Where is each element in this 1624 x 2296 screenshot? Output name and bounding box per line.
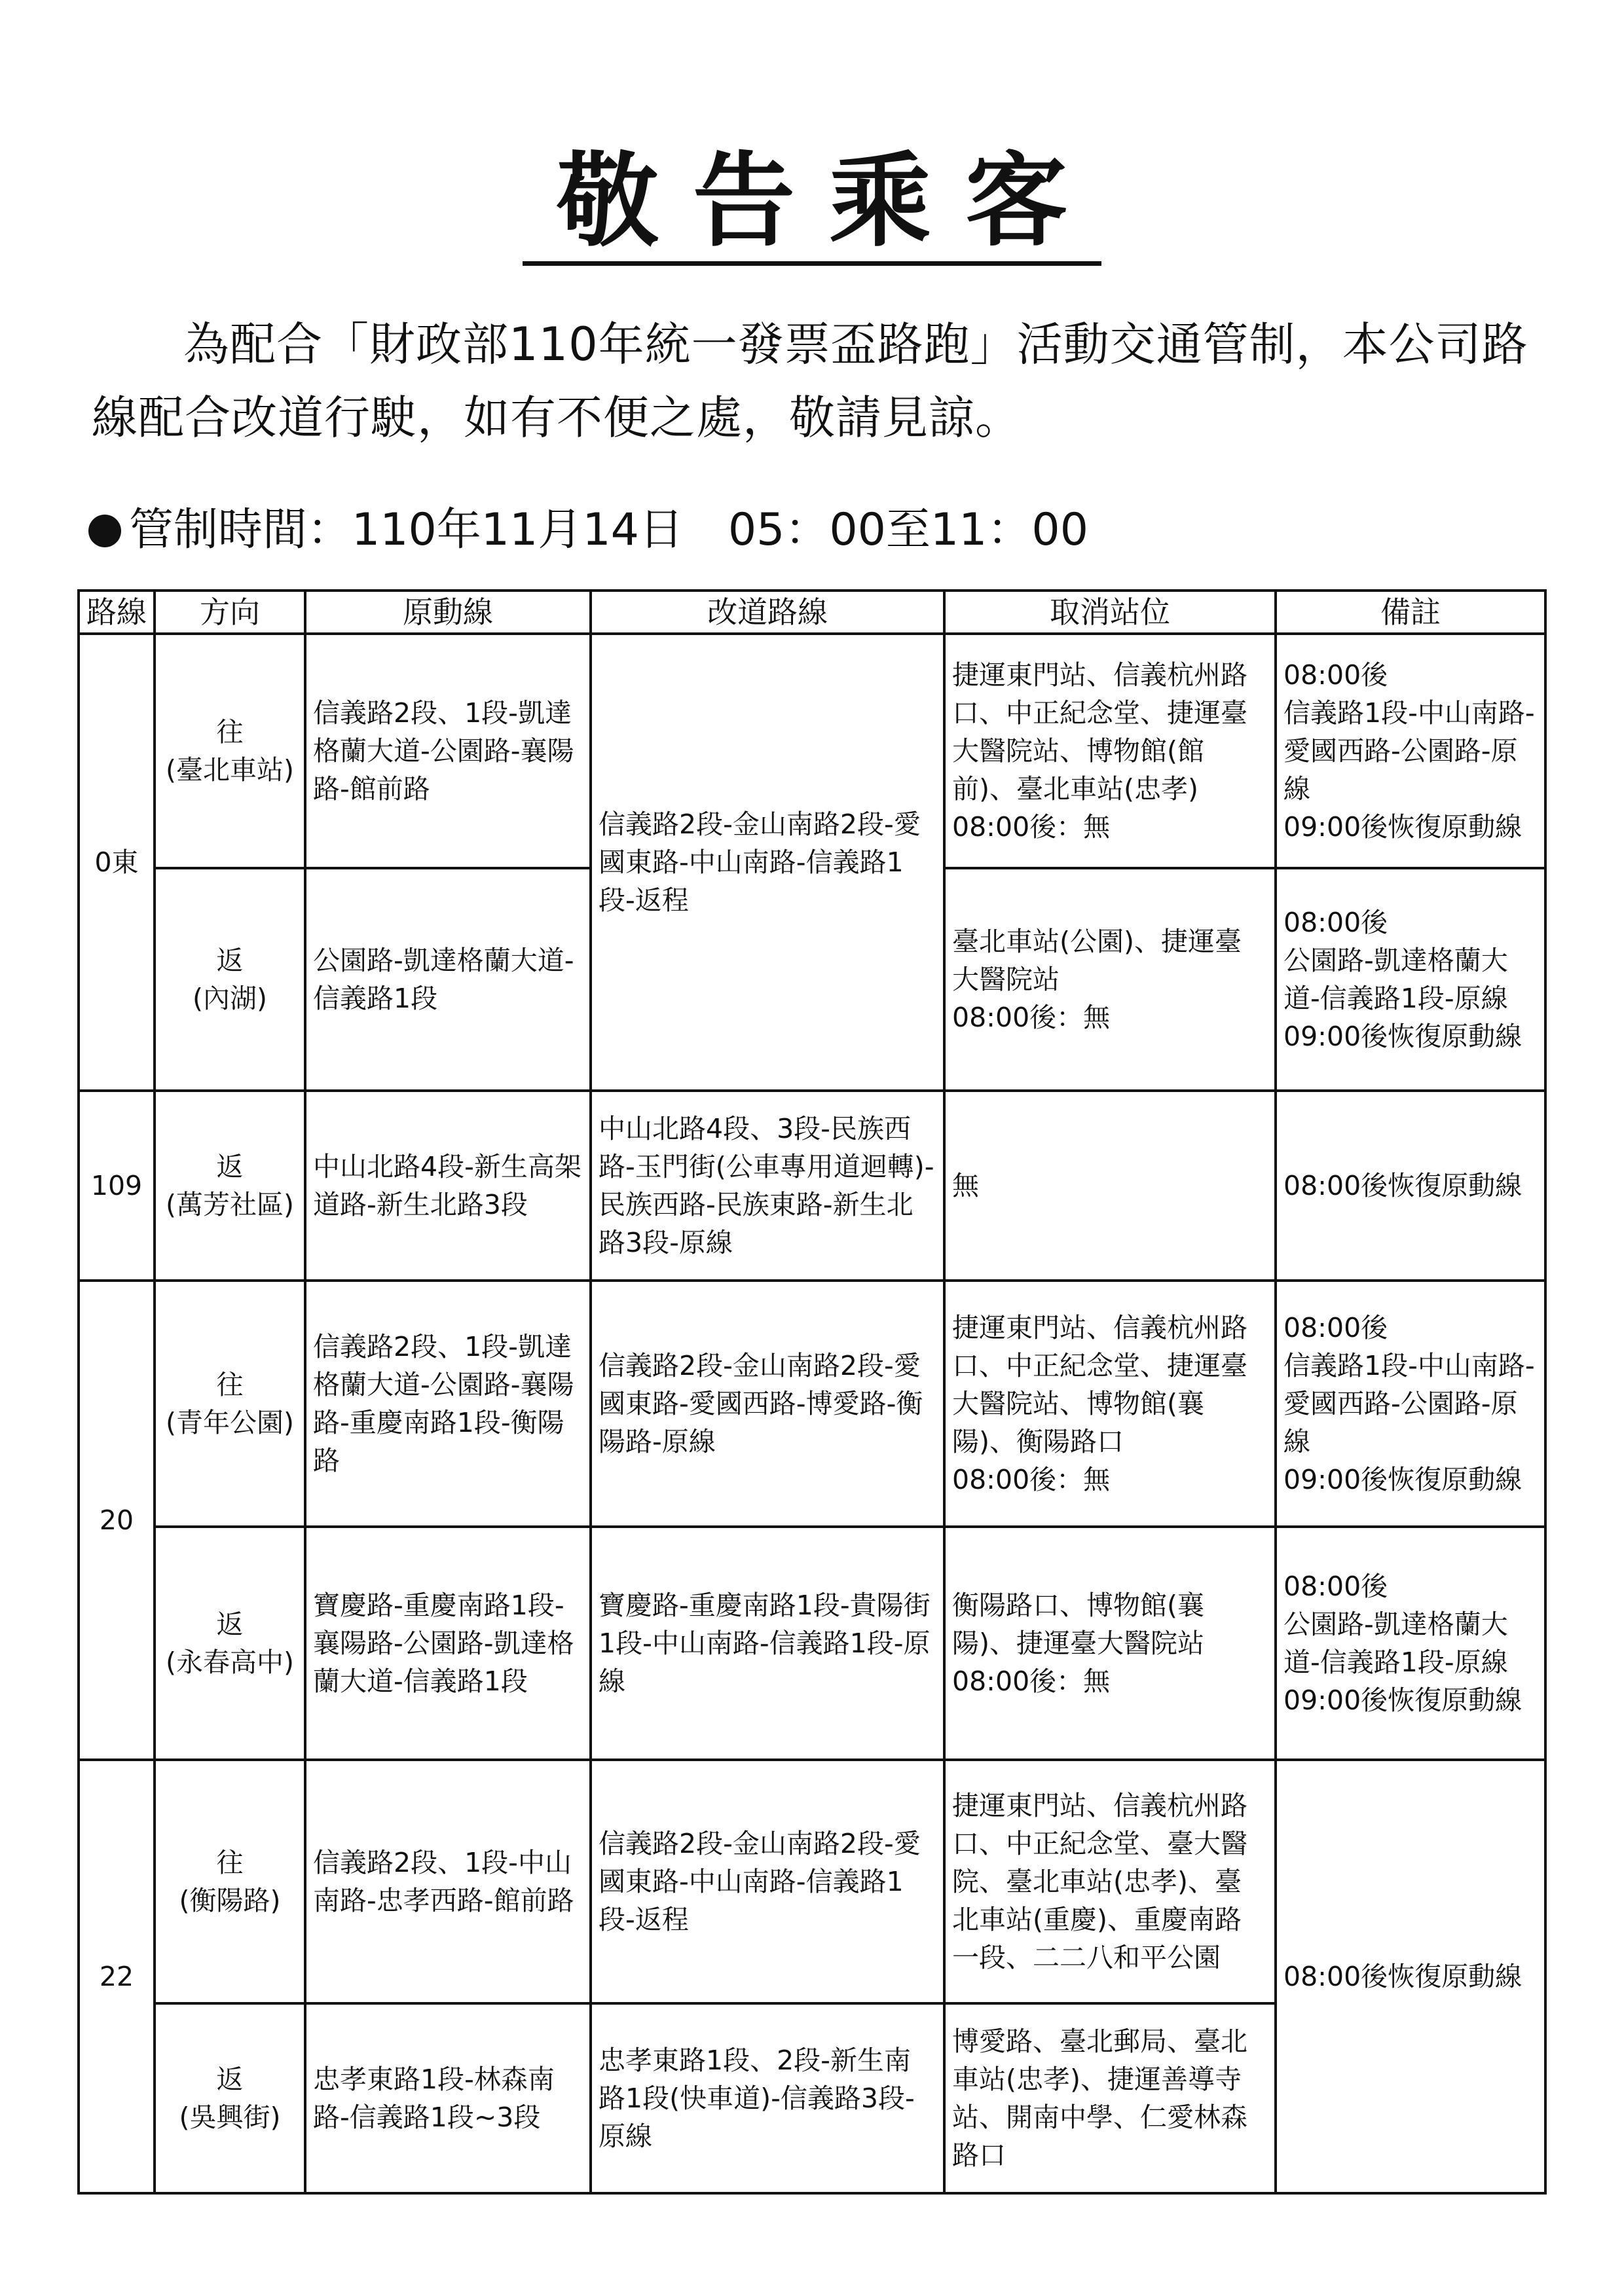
header-original: 原動線 (305, 591, 591, 634)
original-route-cell: 公園路-凱達格蘭大道-信義路1段 (305, 868, 591, 1091)
direction-cell: 返 (萬芳社區) (155, 1091, 305, 1281)
original-route-cell: 信義路2段、1段-中山南路-忠孝西路-館前路 (305, 1760, 591, 2003)
detour-route-cell: 信義路2段-金山南路2段-愛國東路-中山南路-信義路1段-返程 (591, 634, 944, 1091)
route-number: 20 (79, 1281, 155, 1760)
intro-paragraph: 為配合「財政部110年統一發票盃路跑」活動交通管制，本公司路線配合改道行駛，如有不便之處，敬請見諒。 (92, 318, 1528, 445)
cancelled-stops-cell: 臺北車站(公園)、捷運臺大醫院站 08:00後：無 (944, 868, 1276, 1091)
original-route-cell: 中山北路4段-新生高架道路-新生北路3段 (305, 1091, 591, 1281)
detour-table (77, 589, 1547, 2195)
header-note: 備註 (1276, 591, 1545, 634)
header-direction: 方向 (155, 591, 305, 634)
note-cell: 08:00後 公園路-凱達格蘭大道-信義路1段-原線 09:00後恢復原動線 (1276, 1527, 1545, 1760)
original-route-cell: 信義路2段、1段-凱達格蘭大道-公園路-襄陽路-館前路 (305, 634, 591, 868)
original-route-cell: 信義路2段、1段-凱達格蘭大道-公園路-襄陽路-重慶南路1段-衡陽路 (305, 1281, 591, 1527)
cancelled-stops-cell: 無 (944, 1091, 1276, 1281)
original-route-cell: 忠孝東路1段-林森南路-信義路1段~3段 (305, 2003, 591, 2193)
bullet-icon (88, 515, 121, 547)
direction-cell: 返 (永春高中) (155, 1527, 305, 1760)
route-number: 22 (79, 1760, 155, 2193)
table-row (79, 1760, 1545, 2003)
direction-cell: 返 (吳興街) (155, 2003, 305, 2193)
note-cell: 08:00後 信義路1段-中山南路-愛國西路-公園路-原線 09:00後恢復原動線 (1276, 1281, 1545, 1527)
control-time-text: 管制時間：110年11月14日 05：00至11：00 (129, 504, 1088, 556)
route-number: 0東 (79, 634, 155, 1091)
notice-title-wrap (0, 141, 1624, 266)
header-detour: 改道路線 (591, 591, 944, 634)
note-cell: 08:00後 信義路1段-中山南路-愛國西路-公園路-原線 09:00後恢復原動線 (1276, 634, 1545, 868)
note-cell: 08:00後恢復原動線 (1276, 1760, 1545, 2193)
direction-cell: 往 (衡陽路) (155, 1760, 305, 2003)
table-header-row (79, 591, 1545, 634)
notice-title: 敬告乘客 (523, 141, 1101, 266)
cancelled-stops-cell: 捷運東門站、信義杭州路口、中正紀念堂、捷運臺大醫院站、博物館(襄陽)、衡陽路口 08:00後：無 (944, 1281, 1276, 1527)
cancelled-stops-cell: 衡陽路口、博物館(襄陽)、捷運臺大醫院站 08:00後：無 (944, 1527, 1276, 1760)
note-cell: 08:00後 公園路-凱達格蘭大道-信義路1段-原線 09:00後恢復原動線 (1276, 868, 1545, 1091)
original-route-cell: 寶慶路-重慶南路1段-襄陽路-公園路-凱達格蘭大道-信義路1段 (305, 1527, 591, 1760)
detour-route-cell: 忠孝東路1段、2段-新生南路1段(快車道)-信義路3段-原線 (591, 2003, 944, 2193)
detour-route-cell: 寶慶路-重慶南路1段-貴陽街1段-中山南路-信義路1段-原線 (591, 1527, 944, 1760)
control-time (88, 494, 1088, 558)
detour-route-cell: 信義路2段-金山南路2段-愛國東路-愛國西路-博愛路-衡陽路-原線 (591, 1281, 944, 1527)
direction-cell: 返 (內湖) (155, 868, 305, 1091)
table-row (79, 1281, 1545, 1527)
direction-cell: 往 (臺北車站) (155, 634, 305, 868)
note-cell: 08:00後恢復原動線 (1276, 1091, 1545, 1281)
cancelled-stops-cell: 捷運東門站、信義杭州路口、中正紀念堂、捷運臺大醫院站、博物館(館前)、臺北車站(忠孝) 08:00後：無 (944, 634, 1276, 868)
table-row (79, 1527, 1545, 1760)
table-row (79, 1091, 1545, 1281)
route-number: 109 (79, 1091, 155, 1281)
table-row (79, 634, 1545, 868)
direction-cell: 往 (青年公園) (155, 1281, 305, 1527)
header-cancelled: 取消站位 (944, 591, 1276, 634)
cancelled-stops-cell: 捷運東門站、信義杭州路口、中正紀念堂、臺大醫院、臺北車站(忠孝)、臺北車站(重慶)、重慶南路一段、二二八和平公園 (944, 1760, 1276, 2003)
cancelled-stops-cell: 博愛路、臺北郵局、臺北車站(忠孝)、捷運善導寺站、開南中學、仁愛林森路口 (944, 2003, 1276, 2193)
detour-route-cell: 中山北路4段、3段-民族西路-玉門街(公車專用道迴轉)-民族西路-民族東路-新生北路3段-原線 (591, 1091, 944, 1281)
header-route: 路線 (79, 591, 155, 634)
detour-route-cell: 信義路2段-金山南路2段-愛國東路-中山南路-信義路1段-返程 (591, 1760, 944, 2003)
